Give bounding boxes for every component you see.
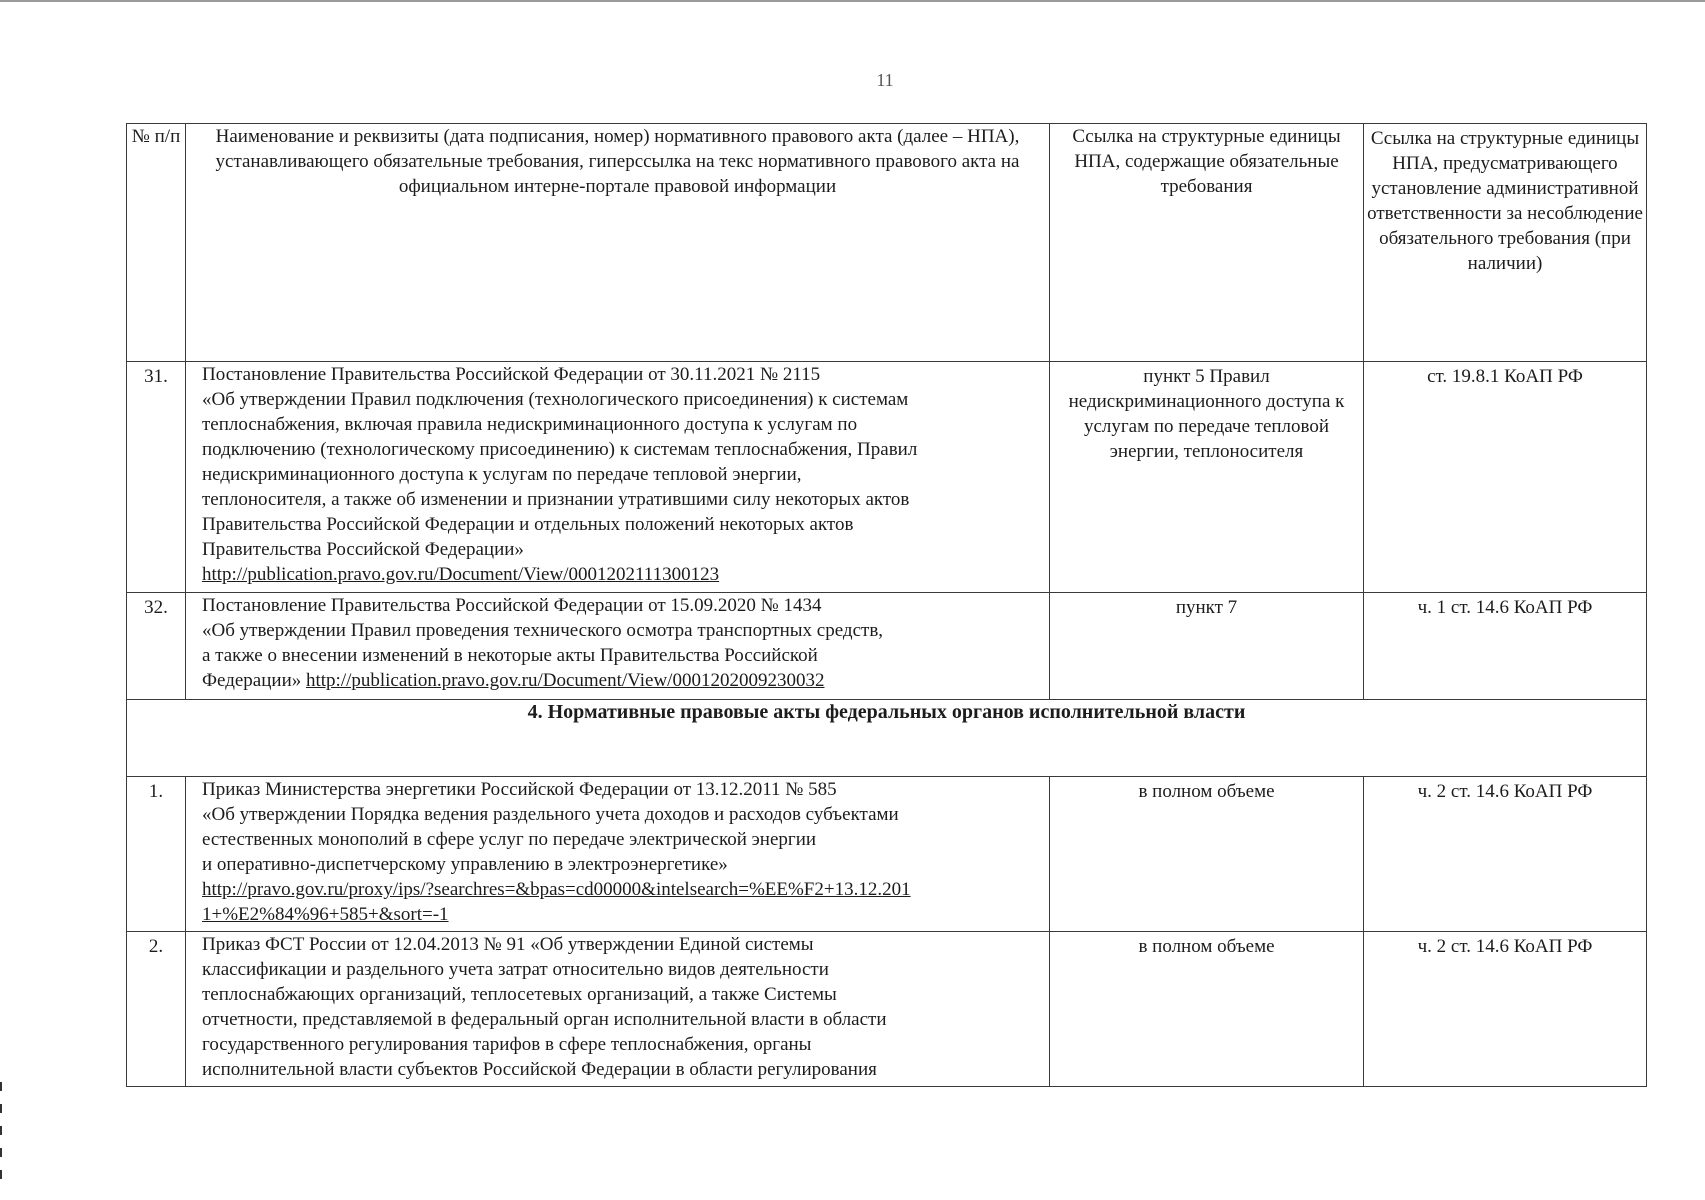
table-row [127,932,1647,1087]
act-line: теплоносителя, а также об изменении и признании утратившими силу некоторых актов [202,489,910,510]
act-line: естественных монополий в сфере услуг по передаче электрической энергии [202,829,817,850]
row-number: 31. [127,362,186,593]
act-line: Постановление Правительства Российской Федерации от 15.09.2020 № 1434 [202,595,822,616]
responsibility-ref: ч. 2 ст. 14.6 КоАП РФ [1364,932,1647,1087]
header-responsibility: Ссылка на структурные единицы НПА, предусматривающего установление административной ответственности за несоблюдение обязательного требования (при наличии) [1364,124,1647,362]
edge-mark [0,1104,2,1113]
act-line: Приказ ФСТ России от 12.04.2013 № 91 «Об утверждении Единой системы [202,934,814,955]
act-description [186,593,1050,700]
section-title: 4. Нормативные правовые акты федеральных органов исполнительной власти [127,700,1647,777]
act-line: Постановление Правительства Российской Федерации от 30.11.2021 № 2115 [202,364,821,385]
act-line: Правительства Российской Федерации и отдельных положений некоторых актов [202,514,854,535]
act-line: теплоснабжающих организаций, теплосетевых организаций, а также Системы [202,984,837,1005]
edge-mark [0,1148,2,1157]
act-link-continued[interactable]: 1+%E2%84%96+585+&sort=-1 [202,904,449,925]
row-number: 32. [127,593,186,700]
act-line: государственного регулирования тарифов в сфере теплоснабжения, органы [202,1034,812,1055]
edge-mark [0,1170,2,1179]
act-line: теплоснабжения, включая правила недискриминационного доступа к услугам по [202,414,858,435]
act-line: Правительства Российской Федерации» [202,539,524,560]
responsibility-ref: ч. 2 ст. 14.6 КоАП РФ [1364,777,1647,932]
act-line: подключению (технологическому присоединению) к системам теплоснабжения, Правил [202,439,918,460]
act-line: «Об утверждении Порядка ведения раздельного учета доходов и расходов субъектами [202,804,899,825]
requirements-ref: в полном объеме [1050,777,1364,932]
act-link[interactable]: http://publication.pravo.gov.ru/Document/View/0001202111300123 [202,564,720,585]
act-line: отчетности, представляемой в федеральный орган исполнительной власти в области [202,1009,887,1030]
binding-edge-marks [0,1082,3,1192]
requirements-table [126,123,1647,1087]
responsibility-ref: ст. 19.8.1 КоАП РФ [1364,362,1647,593]
header-num: № п/п [127,124,186,362]
row-number: 2. [127,932,186,1087]
requirements-ref: в полном объеме [1050,932,1364,1087]
act-line: недискриминационного доступа к услугам по передаче тепловой энергии, [202,464,802,485]
table-row [127,362,1647,593]
act-description [186,777,1050,932]
section-header-row [127,700,1647,777]
table-row [127,593,1647,700]
header-requirements: Ссылка на структурные единицы НПА, содержащие обязательные требования [1050,124,1364,362]
top-rule [0,0,1705,2]
requirements-ref: пункт 7 [1050,593,1364,700]
act-link[interactable]: http://publication.pravo.gov.ru/Document/View/0001202009230032 [305,670,825,691]
edge-mark [0,1082,2,1091]
act-line: «Об утверждении Правил проведения технического осмотра транспортных средств, [202,620,884,641]
page-number: 11 [876,70,894,90]
act-line-prefix: Федерации» [202,670,306,691]
row-number: 1. [127,777,186,932]
responsibility-ref: ч. 1 ст. 14.6 КоАП РФ [1364,593,1647,700]
act-line: Приказ Министерства энергетики Российской Федерации от 13.12.2011 № 585 [202,779,837,800]
act-description [186,362,1050,593]
act-line [202,668,1047,693]
table-row [127,777,1647,932]
act-description [186,932,1050,1087]
requirements-ref: пункт 5 Правил недискриминационного доступа к услугам по передаче тепловой энергии, теплоносителя [1050,362,1364,593]
act-line: классификации и раздельного учета затрат относительно видов деятельности [202,959,829,980]
act-line: а также о внесении изменений в некоторые акты Правительства Российской [202,645,818,666]
act-line: «Об утверждении Правил подключения (технологического присоединения) к системам [202,389,909,410]
edge-mark [0,1126,2,1135]
table-header-row [127,124,1647,362]
act-link[interactable]: http://pravo.gov.ru/proxy/ips/?searchres=&bpas=cd00000&intelsearch=%EE%F2+13.12.201 [202,879,911,900]
act-line: исполнительной власти субъектов Российской Федерации в области регулирования [202,1059,877,1080]
act-line: и оперативно-диспетчерскому управлению в электроэнергетике» [202,854,728,875]
header-name: Наименование и реквизиты (дата подписания, номер) нормативного правового акта (далее – НПА), устанавливающего обязательные требования, гиперссылка на текс нормативного правового акта на официальном интерне-портале правовой информации [186,124,1050,362]
